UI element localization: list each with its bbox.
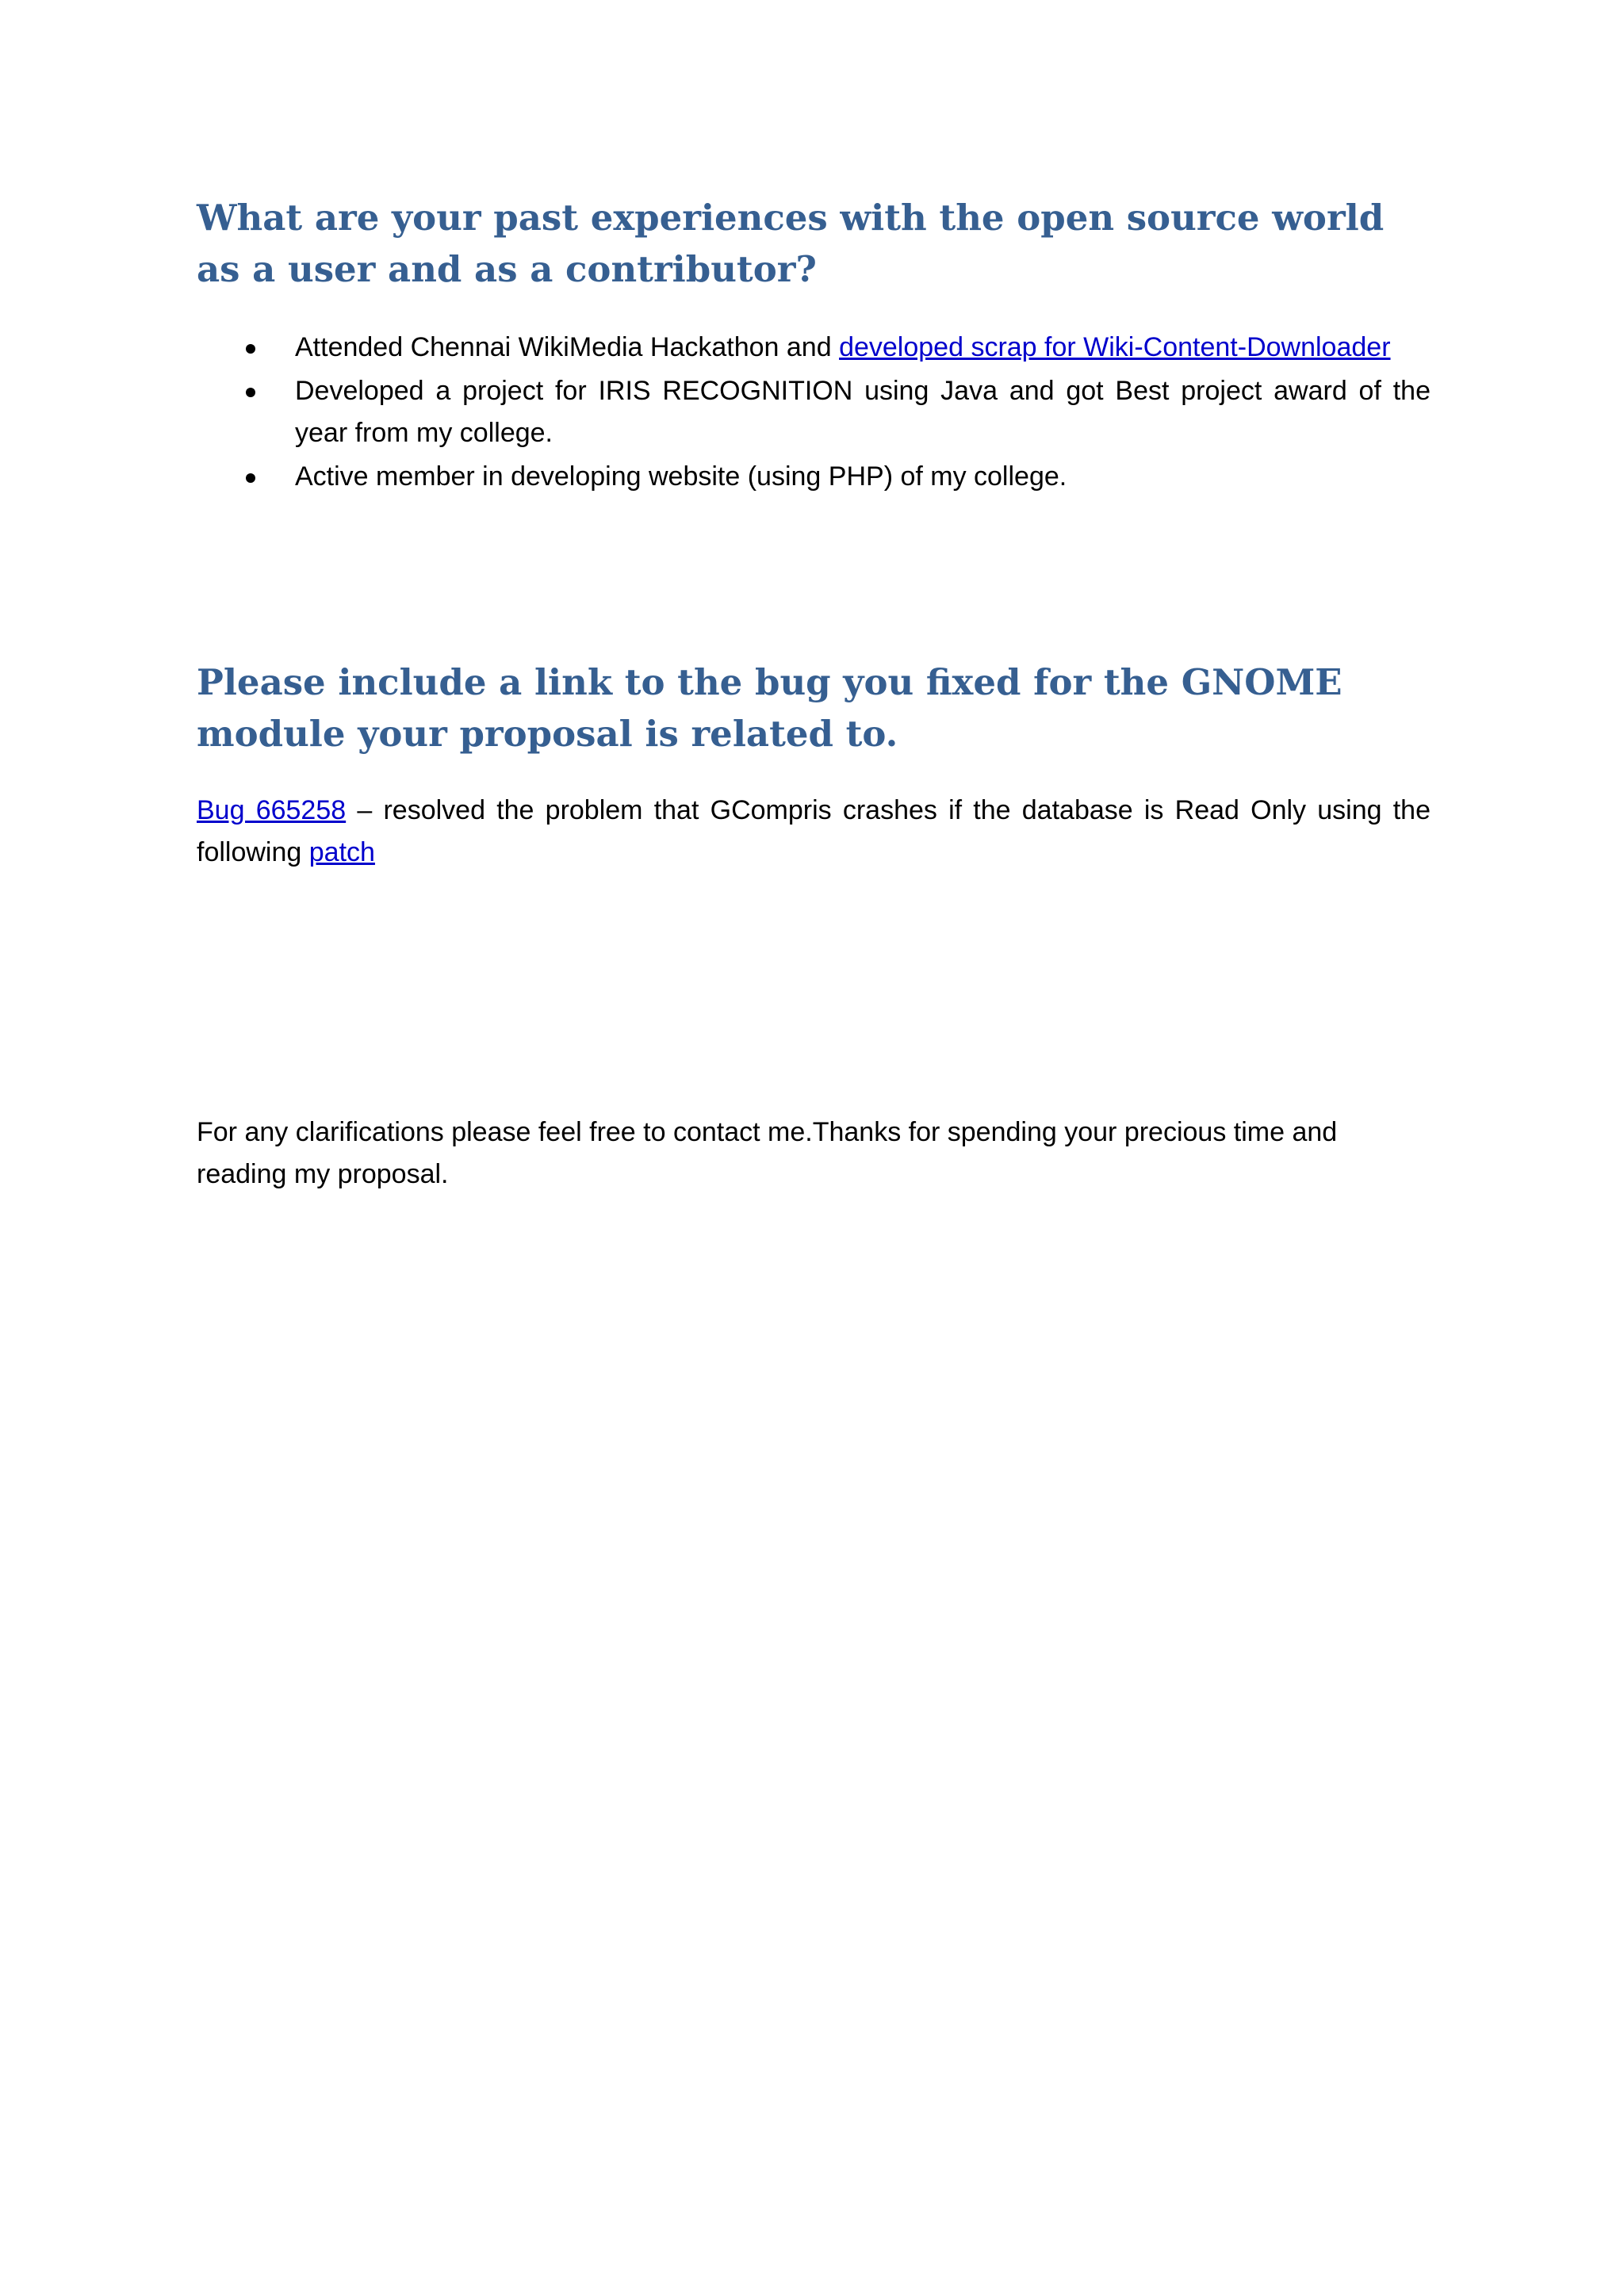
list-item	[197, 327, 1431, 369]
patch-link[interactable]: patch	[308, 837, 375, 867]
list-item	[197, 370, 1431, 454]
wiki-content-downloader-link[interactable]: developed scrap for Wiki-Content-Downloader	[839, 332, 1391, 362]
section-bug-fixed	[197, 656, 1431, 874]
heading-past-experiences: What are your past experiences with the open source world as a user and as a contributor?	[197, 197, 1385, 290]
list-item	[197, 456, 1431, 498]
bug-description	[197, 790, 1431, 874]
experience-list	[197, 327, 1431, 498]
bullet-icon	[246, 473, 255, 483]
bug-link[interactable]: Bug 665258	[197, 795, 347, 825]
list-item-text: Developed a project for IRIS RECOGNITION using Java and got Best project award of the year from my college.	[295, 376, 1431, 448]
section-closing	[197, 1112, 1431, 1196]
list-item-text: Attended Chennai WikiMedia Hackathon and	[295, 332, 840, 362]
list-item-text: Active member in developing website (using PHP) of my college.	[295, 461, 1067, 492]
closing-text: For any clarifications please feel free to contact me.Thanks for spending your precious time and reading my proposal.	[197, 1117, 1338, 1189]
document-content	[197, 192, 1431, 1196]
heading-bug-fixed: Please include a link to the bug you fixed for the GNOME module your proposal is related to.	[197, 661, 1342, 755]
bullet-icon	[246, 344, 255, 354]
bullet-icon	[246, 388, 255, 397]
bug-description-text: – resolved the problem that GCompris crashes if the database is Read Only using the following	[197, 795, 1431, 867]
section-past-experiences	[197, 192, 1431, 498]
